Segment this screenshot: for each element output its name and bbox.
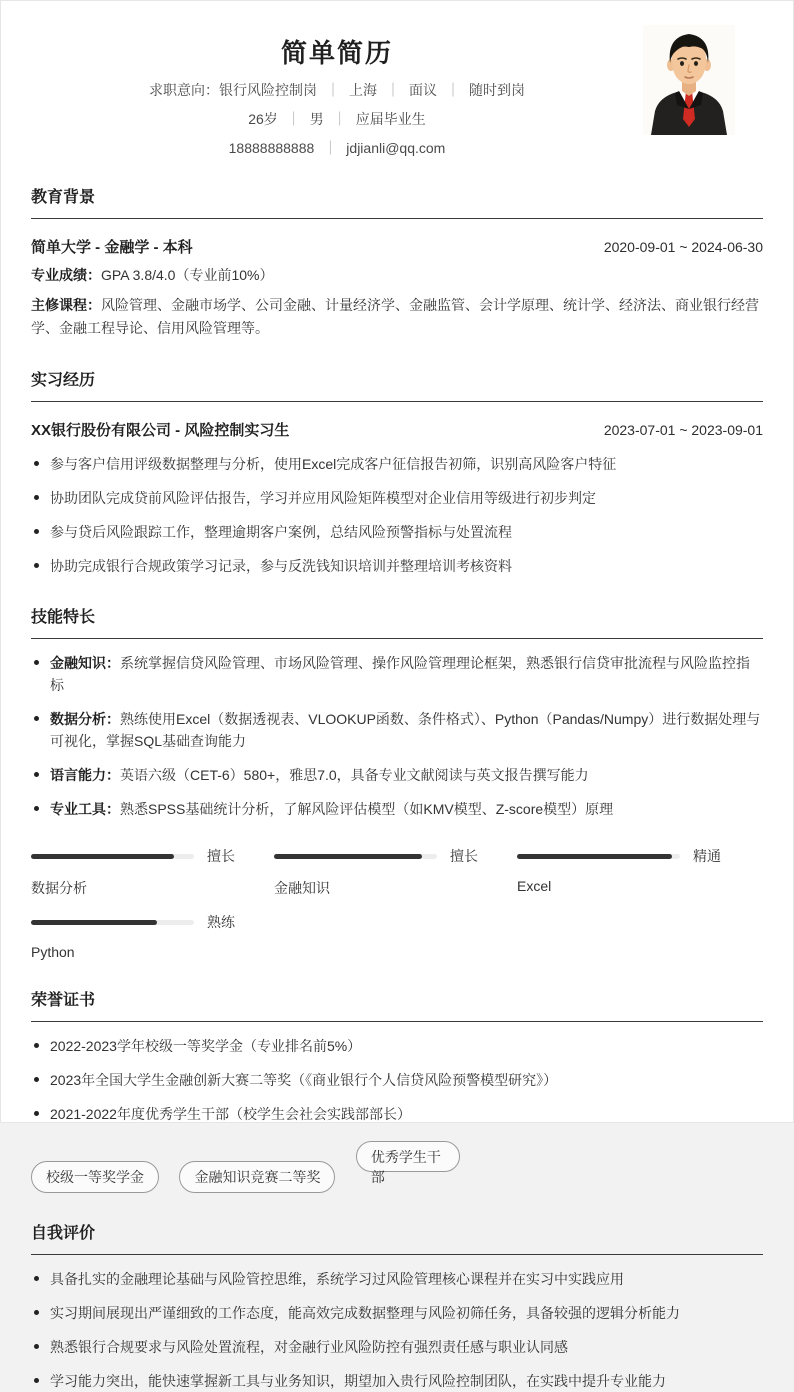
bar-name-label: 数据分析 bbox=[31, 880, 87, 896]
list-item: 学习能力突出，能快速掌握新工具与业务知识，期望加入贵行风险控制团队，在实践中提升专业能力 bbox=[31, 1370, 763, 1392]
honors-bullet-list bbox=[31, 1035, 763, 1125]
bar-level-label: 精通 bbox=[693, 848, 722, 864]
phone-text: 18888888888 bbox=[228, 140, 315, 156]
skill-label: 数据分析： bbox=[50, 711, 120, 727]
list-item bbox=[31, 652, 763, 696]
list-item: 2021-2022年度优秀学生干部（校学生会社会实践部部长） bbox=[31, 1103, 763, 1125]
bar-row bbox=[274, 846, 517, 866]
job-intent-line bbox=[31, 81, 643, 99]
tag-scholarship: 校级一等奖学金 bbox=[31, 1161, 159, 1193]
list-item bbox=[31, 764, 763, 786]
list-item: 实习期间展现出严谨细致的工作态度，能高效完成数据整理与风险初筛任务，具备较强的逻辑分析能力 bbox=[31, 1302, 763, 1324]
bar-row bbox=[517, 846, 760, 866]
skill-bar-finance-knowledge bbox=[274, 846, 517, 898]
section-heading-internship: 实习经历 bbox=[31, 367, 763, 402]
section-heading-skills: 技能特长 bbox=[31, 604, 763, 639]
courses-label: 主修课程： bbox=[31, 297, 101, 313]
bar-name-label: Python bbox=[31, 944, 75, 960]
education-gpa-line bbox=[31, 264, 763, 287]
section-honors bbox=[31, 987, 763, 1193]
bar-fill bbox=[31, 920, 157, 925]
contact-line bbox=[31, 139, 643, 157]
section-skills bbox=[31, 604, 763, 960]
separator: ｜ bbox=[386, 82, 400, 98]
internship-entry-row bbox=[31, 419, 763, 440]
bar-fill bbox=[517, 854, 672, 859]
internship-bullet-list bbox=[31, 453, 763, 577]
separator: ｜ bbox=[332, 111, 347, 127]
skill-text: 熟悉SPSS基础统计分析，了解风险评估模型（如KMV模型、Z-score模型）原理 bbox=[120, 801, 614, 817]
list-item: 具备扎实的金融理论基础与风险管控思维，系统学习过风险管理核心课程并在实习中实践应用 bbox=[31, 1268, 763, 1290]
avatar-illustration bbox=[643, 25, 735, 135]
bar-fill bbox=[31, 854, 174, 859]
self-evaluation-bullet-list bbox=[31, 1268, 763, 1392]
skill-bar-python bbox=[31, 912, 274, 960]
separator: ｜ bbox=[286, 111, 301, 127]
graduate-status-text: 应届毕业生 bbox=[355, 111, 426, 127]
section-heading-honors: 荣誉证书 bbox=[31, 987, 763, 1022]
skill-label: 专业工具： bbox=[50, 801, 120, 817]
separator: ｜ bbox=[326, 82, 340, 98]
skill-bar-excel bbox=[517, 846, 760, 898]
job-intent-city: 上海 bbox=[349, 82, 377, 98]
header-text-block bbox=[31, 25, 643, 157]
education-courses-line bbox=[31, 294, 763, 340]
email-text: jdjianli@qq.com bbox=[346, 140, 446, 156]
job-intent-label: 求职意向： bbox=[149, 82, 219, 98]
page-title: 简单简历 bbox=[280, 38, 393, 68]
bar-fill bbox=[274, 854, 422, 859]
list-item: 参与客户信用评级数据整理与分析，使用Excel完成客户征信报告初筛，识别高风险客户特征 bbox=[31, 453, 763, 475]
skill-text: 系统掌握信贷风险管理、市场风险管理、操作风险管理理论框架，熟悉银行信贷审批流程与风险监控指标 bbox=[50, 655, 750, 693]
section-internship bbox=[31, 367, 763, 577]
list-item: 2022-2023学年校级一等奖学金（专业排名前5%） bbox=[31, 1035, 763, 1057]
gpa-value: GPA 3.8/4.0（专业前10%） bbox=[101, 267, 274, 283]
education-school: 简单大学 - 金融学 - 本科 bbox=[31, 239, 193, 256]
bar-row bbox=[31, 912, 274, 932]
bar-level-label: 熟练 bbox=[207, 914, 235, 930]
tag-outstanding-cadre: 优秀学生干部 bbox=[356, 1141, 460, 1172]
bar-name-label: 金融知识 bbox=[274, 880, 331, 896]
job-intent-salary: 面议 bbox=[409, 82, 437, 98]
education-entry-row bbox=[31, 236, 763, 257]
skill-bar-data-analysis bbox=[31, 846, 274, 898]
avatar bbox=[643, 25, 735, 135]
bar-track bbox=[31, 854, 194, 859]
list-item bbox=[31, 798, 763, 820]
job-intent-position: 银行风险控制岗 bbox=[219, 82, 317, 98]
skill-bars bbox=[31, 832, 763, 960]
section-self-evaluation bbox=[31, 1220, 763, 1392]
skill-label: 金融知识： bbox=[50, 655, 120, 671]
list-item: 参与贷后风险跟踪工作，整理逾期客户案例，总结风险预警指标与处置流程 bbox=[31, 521, 763, 543]
section-education bbox=[31, 184, 763, 340]
list-item: 协助团队完成贷前风险评估报告，学习并应用风险矩阵模型对企业信用等级进行初步判定 bbox=[31, 487, 763, 509]
list-item: 2023年全国大学生金融创新大赛二等奖（《商业银行个人信贷风险预警模型研究》） bbox=[31, 1069, 763, 1091]
age-text: 26岁 bbox=[248, 111, 278, 127]
bar-level-label: 擅长 bbox=[450, 848, 479, 864]
bar-track bbox=[31, 920, 194, 925]
courses-value: 风险管理、金融市场学、公司金融、计量经济学、金融监管、会计学原理、统计学、经济法、商业银行经营学、金融工程导论、信用风险管理等。 bbox=[31, 297, 759, 336]
bar-level-label: 擅长 bbox=[207, 848, 235, 864]
gender-text: 男 bbox=[309, 111, 324, 127]
bar-name-label: Excel bbox=[517, 878, 552, 894]
job-intent-availability: 随时到岗 bbox=[469, 82, 525, 98]
list-item: 熟悉银行合规要求与风险处置流程，对金融行业风险防控有强烈责任感与职业认同感 bbox=[31, 1336, 763, 1358]
skill-text: 熟练使用Excel（数据透视表、VLOOKUP函数、条件格式）、Python（Pandas/Numpy）进行数据处理与可视化，掌握SQL基础查询能力 bbox=[50, 711, 761, 749]
bar-track bbox=[274, 854, 437, 859]
section-heading-self-evaluation: 自我评价 bbox=[31, 1220, 763, 1255]
separator: ｜ bbox=[323, 140, 338, 156]
bar-track bbox=[517, 854, 680, 859]
education-date-range: 2020-09-01 ~ 2024-06-30 bbox=[603, 239, 763, 255]
skills-bullet-list bbox=[31, 652, 763, 820]
honor-tags bbox=[31, 1141, 763, 1193]
section-heading-education: 教育背景 bbox=[31, 184, 763, 219]
list-item: 协助完成银行合规政策学习记录，参与反洗钱知识培训并整理培训考核资料 bbox=[31, 555, 763, 577]
bar-row bbox=[31, 846, 274, 866]
resume-header bbox=[31, 25, 763, 157]
skill-label: 语言能力： bbox=[50, 767, 120, 783]
list-item bbox=[31, 708, 763, 752]
profile-line bbox=[31, 110, 643, 128]
internship-company: XX银行股份有限公司 - 风险控制实习生 bbox=[31, 422, 290, 439]
separator: ｜ bbox=[446, 82, 460, 98]
gpa-label: 专业成绩： bbox=[31, 267, 101, 283]
internship-date-range: 2023-07-01 ~ 2023-09-01 bbox=[603, 422, 763, 438]
tag-finance-competition: 金融知识竞赛二等奖 bbox=[179, 1161, 335, 1193]
skill-text: 英语六级（CET-6）580+，雅思7.0，具备专业文献阅读与英文报告撰写能力 bbox=[120, 767, 589, 783]
